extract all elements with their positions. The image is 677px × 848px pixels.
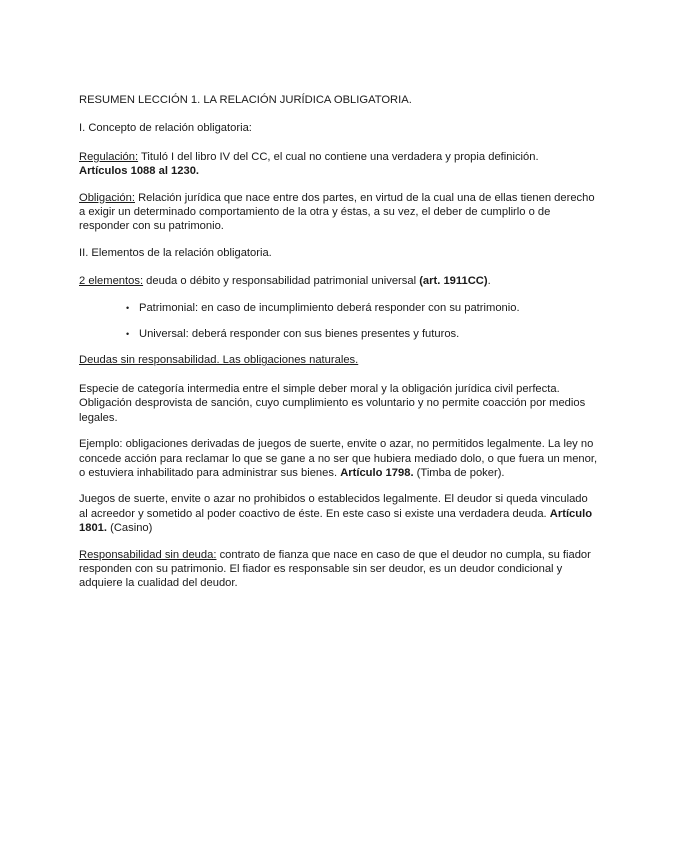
- juegos-article: Artículo 1801.: [79, 507, 593, 535]
- elementos-text: deuda o débito y responsabilidad patrimonial universal: [143, 275, 420, 288]
- ejemplo-end: (Timba de poker).: [413, 466, 505, 479]
- deudas-heading: Deudas sin responsabilidad. Las obligaciones naturales.: [79, 354, 359, 367]
- bullet-icon: •: [126, 329, 130, 340]
- responsabilidad-text: contrato de fianza que nace en caso de que el deudor no cumpla, su fiador responden con su patrimonio. El fiador es responsable sin ser deudor, es un deudor condicional y adquiere la cualidad del deudor.: [79, 548, 591, 590]
- responsabilidad-label: Responsabilidad sin deuda:: [79, 548, 217, 561]
- obligacion-text: Relación jurídica que nace entre dos partes, en virtud de la cual una de ellas tienen derecho a exigir un determinado comportamiento de la otra y éstas, a su vez, el deber de cumplirlo o de responder con su patrimonio.: [79, 191, 595, 233]
- bullet-text: Universal: deberá responder con sus bienes presentes y futuros.: [139, 328, 460, 341]
- obligacion-label: Obligación:: [79, 191, 135, 204]
- bullet-item-universal: [79, 327, 599, 341]
- especie-paragraph: Especie de categoría intermedia entre el simple deber moral y la obligación jurídica civil perfecta. Obligación desprovista de sanción, cuyo cumplimiento es voluntario y no permite coacción por medios legales.: [79, 382, 586, 424]
- bullet-text: Patrimonial: en caso de incumplimiento deberá responder con su patrimonio.: [139, 301, 520, 314]
- obligacion-paragraph: [79, 191, 599, 234]
- section-2-heading: II. Elementos de la relación obligatoria.: [79, 246, 272, 259]
- ejemplo-text: Ejemplo: obligaciones derivadas de juegos de suerte, envite o azar, no permitidos legalmente. La ley no concede acción para reclamar lo que se gane a no ser que hubiera mediado dolo, o que fuera un menor, o estuviera inhabilitado para administrar sus bienes.: [79, 438, 598, 479]
- bullet-icon: •: [126, 302, 130, 313]
- regulacion-text: Tituló I del libro IV del CC, el cual no contiene una verdadera y propia definición.: [138, 150, 539, 163]
- regulacion-label: Regulación:: [79, 150, 139, 163]
- elementos-article: (art. 1911CC): [419, 275, 488, 288]
- regulacion-articles: Artículos 1088 al 1230.: [79, 165, 200, 178]
- elementos-label: 2 elementos:: [79, 275, 144, 288]
- elementos-end: .: [487, 275, 491, 288]
- ejemplo-paragraph: [79, 437, 599, 480]
- juegos-paragraph: [79, 492, 599, 535]
- juegos-text: Juegos de suerte, envite o azar no prohibidos o establecidos legalmente. El deudor si queda vinculado al acreedor y sometido al poder coactivo de éste. En este caso si existe una verdadera deuda.: [79, 493, 588, 520]
- document-title: RESUMEN LECCIÓN 1. LA RELACIÓN JURÍDICA OBLIGATORIA.: [79, 94, 412, 106]
- responsabilidad-paragraph: [79, 548, 599, 591]
- elements-bullet-list: [79, 301, 599, 342]
- document-body: [79, 93, 599, 591]
- bullet-item-patrimonial: [79, 301, 599, 315]
- elementos-paragraph: [79, 274, 599, 288]
- juegos-end: (Casino): [107, 522, 153, 535]
- regulacion-paragraph: [79, 150, 599, 179]
- section-1-heading: I. Concepto de relación obligatoria:: [79, 122, 252, 135]
- ejemplo-article: Artículo 1798.: [340, 466, 414, 479]
